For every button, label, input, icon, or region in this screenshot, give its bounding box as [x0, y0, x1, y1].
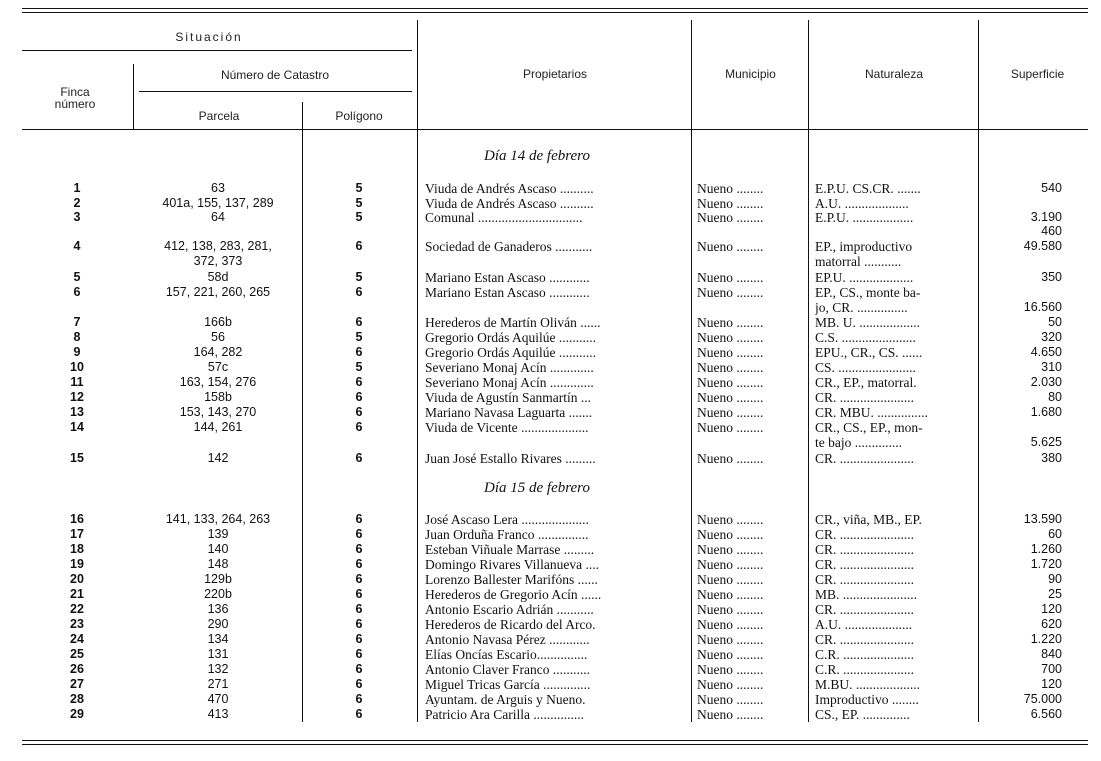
table-row [0, 557, 1101, 572]
propietario-cell: Viuda de Vicente .................... [425, 420, 589, 435]
table-row [0, 239, 1101, 254]
municipio-cell: Nueno ........ [697, 677, 764, 692]
col-divider-finca [133, 64, 134, 130]
header-propietarios: Propietarios [522, 67, 588, 81]
naturaleza-cell: CR. ...................... [815, 542, 915, 557]
parcela-cell: 56 [211, 330, 225, 344]
table-row [0, 196, 1101, 211]
naturaleza-cell: E.P.U. .................. [815, 210, 914, 225]
superficie-cell: 60 [1048, 527, 1062, 541]
header-municipio: Municipio [725, 67, 776, 81]
poligono-cell: 6 [355, 572, 363, 586]
propietario-cell: Mariano Estan Ascaso ............ [425, 285, 590, 300]
naturaleza-cell: C.S. ...................... [815, 330, 916, 345]
parcela-cell: 153, 143, 270 [179, 405, 257, 419]
superficie-cell: 120 [1041, 677, 1062, 691]
municipio-cell: Nueno ........ [697, 210, 764, 225]
catastro-rule [139, 91, 412, 92]
parcela-cell: 157, 221, 260, 265 [165, 285, 271, 299]
superficie-cell: 320 [1041, 330, 1062, 344]
municipio-cell: Nueno ........ [697, 527, 764, 542]
parcela-cell: 131 [207, 647, 229, 661]
naturaleza-cell: A.U. .................... [815, 617, 913, 632]
parcela-cell: 412, 138, 283, 281, [164, 239, 272, 253]
parcela-cell: 163, 154, 276 [179, 375, 257, 389]
propietario-cell: Sociedad de Ganaderos ........... [425, 239, 593, 254]
table-row [0, 692, 1101, 707]
naturaleza-cell: CR., CS., EP., mon- [815, 420, 923, 435]
municipio-cell: Nueno ........ [697, 405, 764, 420]
naturaleza-cell: CS., EP. .............. [815, 707, 910, 722]
parcela-cell: 166b [204, 315, 232, 329]
parcela-cell: 136 [207, 602, 229, 616]
parcela-cell: 134 [207, 632, 229, 646]
naturaleza-cell: C.R. ..................... [815, 647, 915, 662]
parcela-cell: 132 [207, 662, 229, 676]
poligono-cell: 6 [355, 451, 363, 465]
naturaleza-cell: CR., viña, MB., EP. [815, 512, 922, 527]
propietario-cell: Miguel Tricas García .............. [425, 677, 591, 692]
naturaleza-cell: M.BU. ................... [815, 677, 921, 692]
table-row [0, 677, 1101, 692]
day-heading-14: Día 14 de febrero [484, 148, 590, 164]
parcela-cell: 220b [204, 587, 232, 601]
municipio-cell: Nueno ........ [697, 270, 764, 285]
naturaleza-cell: CR. ...................... [815, 527, 915, 542]
propietario-cell: Viuda de Andrés Ascaso .......... [425, 181, 594, 196]
finca-cell: 20 [70, 572, 84, 586]
superficie-cell: 120 [1041, 602, 1062, 616]
municipio-cell: Nueno ........ [697, 707, 764, 722]
finca-cell: 8 [73, 330, 81, 344]
naturaleza-cell: Improductivo ........ [815, 692, 919, 707]
municipio-cell: Nueno ........ [697, 196, 764, 211]
poligono-cell: 6 [355, 527, 363, 541]
finca-cell: 26 [70, 662, 84, 676]
poligono-cell: 6 [355, 587, 363, 601]
table-row [0, 270, 1101, 285]
municipio-cell: Nueno ........ [697, 181, 764, 196]
superficie-cell: 1.720 [1030, 557, 1062, 571]
propietario-cell: Juan José Estallo Rivares ......... [425, 451, 596, 466]
finca-cell: 7 [73, 315, 81, 329]
table-row [0, 420, 1101, 435]
poligono-cell: 6 [355, 375, 363, 389]
naturaleza-cell: jo, CR. ............... [815, 300, 908, 315]
propietario-cell: Ayuntam. de Arguis y Nueno. [425, 692, 586, 707]
superficie-cell: 700 [1041, 662, 1062, 676]
poligono-cell: 6 [355, 632, 363, 646]
naturaleza-cell: CR., EP., matorral. [815, 375, 917, 390]
parcela-cell: 142 [207, 451, 229, 465]
table-row [0, 435, 1101, 450]
header-numero-catastro: Número de Catastro [220, 68, 330, 82]
finca-cell: 25 [70, 647, 84, 661]
poligono-cell: 6 [355, 390, 363, 404]
table-row [0, 662, 1101, 677]
parcela-cell: 401a, 155, 137, 289 [162, 196, 274, 210]
propietario-cell: Herederos de Ricardo del Arco. [425, 617, 596, 632]
header-numero: número [54, 97, 96, 111]
parcela-cell: 290 [207, 617, 229, 631]
superficie-cell: 380 [1041, 451, 1062, 465]
finca-cell: 29 [70, 707, 84, 721]
municipio-cell: Nueno ........ [697, 572, 764, 587]
parcela-cell: 141, 133, 264, 263 [165, 512, 271, 526]
poligono-cell: 6 [355, 285, 363, 299]
propietario-cell: Gregorio Ordás Aquilúe ........... [425, 345, 596, 360]
table-row [0, 617, 1101, 632]
superficie-cell: 1.680 [1030, 405, 1062, 419]
superficie-cell: 310 [1041, 360, 1062, 374]
parcela-cell: 413 [207, 707, 229, 721]
finca-cell: 13 [70, 405, 84, 419]
propietario-cell: Mariano Estan Ascaso ............ [425, 270, 590, 285]
parcela-cell: 139 [207, 527, 229, 541]
superficie-cell: 1.220 [1030, 632, 1062, 646]
table-row [0, 224, 1101, 239]
finca-cell: 9 [73, 345, 81, 359]
propietario-cell: Gregorio Ordás Aquilúe ........... [425, 330, 596, 345]
poligono-cell: 6 [355, 662, 363, 676]
superficie-cell: 1.260 [1030, 542, 1062, 556]
finca-cell: 12 [70, 390, 84, 404]
finca-cell: 4 [73, 239, 81, 253]
finca-cell: 11 [70, 375, 84, 389]
table-row [0, 181, 1101, 196]
municipio-cell: Nueno ........ [697, 587, 764, 602]
propietario-cell: Comunal ............................... [425, 210, 583, 225]
municipio-cell: Nueno ........ [697, 315, 764, 330]
propietario-cell: Mariano Navasa Laguarta ....... [425, 405, 593, 420]
finca-cell: 23 [70, 617, 84, 631]
finca-cell: 16 [70, 512, 84, 526]
poligono-cell: 5 [355, 181, 363, 195]
table-row [0, 210, 1101, 225]
parcela-cell: 158b [204, 390, 232, 404]
table-row [0, 405, 1101, 420]
poligono-cell: 6 [355, 420, 363, 434]
table-row [0, 647, 1101, 662]
propietario-cell: Severiano Monaj Acín ............. [425, 360, 594, 375]
naturaleza-cell: matorral ........... [815, 254, 902, 269]
naturaleza-cell: CS. ....................... [815, 360, 916, 375]
table-row [0, 572, 1101, 587]
superficie-cell: 6.560 [1030, 707, 1062, 721]
propietario-cell: Herederos de Gregorio Acín ...... [425, 587, 602, 602]
header-parcela: Parcela [198, 109, 240, 123]
propietario-cell: Juan Orduña Franco ............... [425, 527, 589, 542]
poligono-cell: 6 [355, 512, 363, 526]
municipio-cell: Nueno ........ [697, 451, 764, 466]
table-row [0, 254, 1101, 269]
superficie-cell: 5.625 [1030, 435, 1062, 449]
parcela-cell: 57c [207, 360, 229, 374]
parcela-cell: 271 [207, 677, 229, 691]
parcela-cell: 148 [207, 557, 229, 571]
top-rule [22, 8, 1088, 9]
municipio-cell: Nueno ........ [697, 557, 764, 572]
table-row [0, 345, 1101, 360]
naturaleza-cell: CR. ...................... [815, 572, 915, 587]
poligono-cell: 6 [355, 345, 363, 359]
municipio-cell: Nueno ........ [697, 360, 764, 375]
header-bottom-rule [22, 129, 1088, 130]
propietario-cell: Domingo Rivares Villanueva .... [425, 557, 600, 572]
superficie-cell: 80 [1048, 390, 1062, 404]
poligono-cell: 6 [355, 557, 363, 571]
municipio-cell: Nueno ........ [697, 662, 764, 677]
table-row [0, 527, 1101, 542]
situacion-rule [22, 50, 412, 51]
superficie-cell: 3.190 [1030, 210, 1062, 224]
superficie-cell: 2.030 [1030, 375, 1062, 389]
parcela-cell: 164, 282 [193, 345, 243, 359]
parcela-cell: 372, 373 [193, 254, 243, 268]
propietario-cell: Antonio Navasa Pérez ............ [425, 632, 590, 647]
poligono-cell: 6 [355, 602, 363, 616]
superficie-cell: 540 [1041, 181, 1062, 195]
table-row [0, 512, 1101, 527]
municipio-cell: Nueno ........ [697, 632, 764, 647]
finca-cell: 19 [70, 557, 84, 571]
poligono-cell: 6 [355, 405, 363, 419]
finca-cell: 6 [73, 285, 81, 299]
day-heading-15: Día 15 de febrero [484, 480, 590, 496]
municipio-cell: Nueno ........ [697, 420, 764, 435]
naturaleza-cell: CR. ...................... [815, 451, 915, 466]
municipio-cell: Nueno ........ [697, 602, 764, 617]
table-row [0, 602, 1101, 617]
poligono-cell: 5 [355, 210, 363, 224]
header-poligono: Polígono [335, 109, 383, 123]
table-row [0, 707, 1101, 722]
finca-cell: 10 [70, 360, 84, 374]
superficie-cell: 350 [1041, 270, 1062, 284]
propietario-cell: Herederos de Martín Oliván ...... [425, 315, 601, 330]
finca-cell: 17 [70, 527, 84, 541]
finca-cell: 3 [73, 210, 81, 224]
poligono-cell: 6 [355, 617, 363, 631]
finca-cell: 15 [70, 451, 84, 465]
table-row [0, 587, 1101, 602]
finca-cell: 21 [70, 587, 84, 601]
superficie-cell: 90 [1048, 572, 1062, 586]
naturaleza-cell: te bajo .............. [815, 435, 902, 450]
superficie-cell: 16.560 [1023, 300, 1062, 314]
propietario-cell: Lorenzo Ballester Marifóns ...... [425, 572, 598, 587]
naturaleza-cell: EPU., CR., CS. ...... [815, 345, 923, 360]
naturaleza-cell: MB. ...................... [815, 587, 918, 602]
parcela-cell: 140 [207, 542, 229, 556]
poligono-cell: 6 [355, 677, 363, 691]
finca-cell: 22 [70, 602, 84, 616]
municipio-cell: Nueno ........ [697, 542, 764, 557]
municipio-cell: Nueno ........ [697, 647, 764, 662]
municipio-cell: Nueno ........ [697, 390, 764, 405]
superficie-cell: 460 [1041, 224, 1062, 238]
table-row [0, 330, 1101, 345]
propietario-cell: Viuda de Andrés Ascaso .......... [425, 196, 594, 211]
poligono-cell: 6 [355, 542, 363, 556]
propietario-cell: Antonio Claver Franco ........... [425, 662, 590, 677]
finca-cell: 27 [70, 677, 84, 691]
finca-cell: 18 [70, 542, 84, 556]
poligono-cell: 5 [355, 270, 363, 284]
superficie-cell: 840 [1041, 647, 1062, 661]
municipio-cell: Nueno ........ [697, 512, 764, 527]
parcela-cell: 63 [211, 181, 225, 195]
poligono-cell: 6 [355, 239, 363, 253]
naturaleza-cell: C.R. ..................... [815, 662, 915, 677]
superficie-cell: 75.000 [1023, 692, 1062, 706]
parcela-cell: 144, 261 [193, 420, 243, 434]
table-row [0, 542, 1101, 557]
table-row [0, 315, 1101, 330]
bottom-rule [22, 740, 1088, 741]
header-situacion: Situación [175, 30, 243, 44]
municipio-cell: Nueno ........ [697, 345, 764, 360]
table-row [0, 300, 1101, 315]
propietario-cell: Esteban Viñuale Marrase ......... [425, 542, 595, 557]
naturaleza-cell: E.P.U. CS.CR. ....... [815, 181, 921, 196]
naturaleza-cell: EP.U. ................... [815, 270, 914, 285]
naturaleza-cell: CR. ...................... [815, 602, 915, 617]
naturaleza-cell: A.U. ................... [815, 196, 909, 211]
municipio-cell: Nueno ........ [697, 330, 764, 345]
naturaleza-cell: CR. ...................... [815, 390, 915, 405]
finca-cell: 14 [70, 420, 84, 434]
table-row [0, 632, 1101, 647]
propietario-cell: Antonio Escario Adrián ........... [425, 602, 594, 617]
municipio-cell: Nueno ........ [697, 285, 764, 300]
poligono-cell: 5 [355, 330, 363, 344]
parcela-cell: 129b [204, 572, 232, 586]
naturaleza-cell: CR. ...................... [815, 632, 915, 647]
naturaleza-cell: CR. MBU. ............... [815, 405, 928, 420]
superficie-cell: 49.580 [1023, 239, 1062, 253]
propietario-cell: Elías Oncías Escario............... [425, 647, 588, 662]
poligono-cell: 6 [355, 315, 363, 329]
parcela-cell: 470 [207, 692, 229, 706]
table-row [0, 451, 1101, 466]
propietario-cell: Patricio Ara Carilla ............... [425, 707, 584, 722]
municipio-cell: Nueno ........ [697, 617, 764, 632]
finca-cell: 2 [73, 196, 81, 210]
naturaleza-cell: EP., improductivo [815, 239, 913, 254]
propietario-cell: Severiano Monaj Acín ............. [425, 375, 594, 390]
naturaleza-cell: MB. U. .................. [815, 315, 921, 330]
propietario-cell: Viuda de Agustín Sanmartín ... [425, 390, 592, 405]
finca-cell: 5 [73, 270, 81, 284]
poligono-cell: 6 [355, 692, 363, 706]
superficie-cell: 50 [1048, 315, 1062, 329]
finca-cell: 28 [70, 692, 84, 706]
finca-cell: 1 [73, 181, 81, 195]
table-row [0, 285, 1101, 300]
naturaleza-cell: EP., CS., monte ba- [815, 285, 921, 300]
parcela-cell: 58d [207, 270, 229, 284]
propietario-cell: José Ascaso Lera .................... [425, 512, 589, 527]
poligono-cell: 5 [355, 360, 363, 374]
header-naturaleza: Naturaleza [864, 67, 924, 81]
poligono-cell: 6 [355, 707, 363, 721]
poligono-cell: 6 [355, 647, 363, 661]
table-row [0, 360, 1101, 375]
header-finca: Finca [60, 85, 90, 99]
superficie-cell: 13.590 [1023, 512, 1062, 526]
municipio-cell: Nueno ........ [697, 239, 764, 254]
parcela-cell: 64 [211, 210, 225, 224]
naturaleza-cell: CR. ...................... [815, 557, 915, 572]
superficie-cell: 4.650 [1030, 345, 1062, 359]
superficie-cell: 25 [1048, 587, 1062, 601]
header-superficie: Superficie [1010, 67, 1065, 81]
poligono-cell: 5 [355, 196, 363, 210]
municipio-cell: Nueno ........ [697, 375, 764, 390]
finca-cell: 24 [70, 632, 84, 646]
municipio-cell: Nueno ........ [697, 692, 764, 707]
top-rule-2 [22, 12, 1088, 13]
table-row [0, 390, 1101, 405]
bottom-rule-2 [22, 744, 1088, 745]
table-row [0, 375, 1101, 390]
superficie-cell: 620 [1041, 617, 1062, 631]
